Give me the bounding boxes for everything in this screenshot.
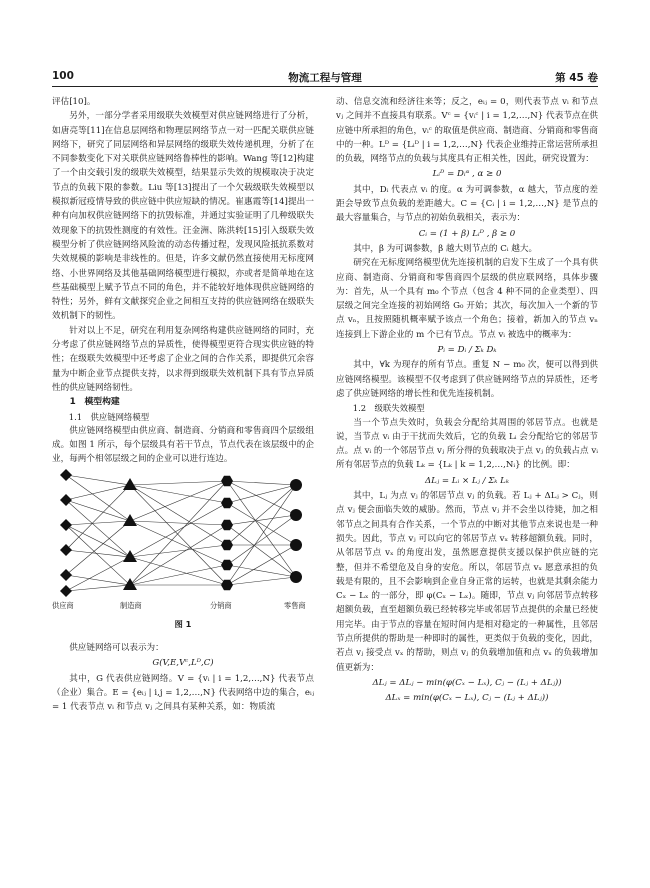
equation: Pᵢ = Dᵢ / Σₖ Dₖ [437,345,497,356]
network-edge [130,481,227,485]
network-edge [66,475,130,485]
paragraph: 针对以上不足，研究在利用复杂网络构建供应链网络的同时，充分考虑了供应链网络节点的异质性，使得模型更符合现实供应链的特性；在级联失效模型中还考虑了企业之间的合作关系，即提供冗余容量为中断企业节点提供支持，以求得到级联失效机制下具有节点异质性的供应链网络韧性。 [52,325,314,393]
supplier-node [60,469,72,481]
network-edge [130,521,227,525]
paragraph: 其中，∀k 为现存的所有节点。重复 N − m₀ 次，便可以得到供应链网络模型。该模型不仅考虑到了供应链网络节点的异质性，还考虑了供应链网络的增长性和优先连接机制。 [336,360,598,399]
paragraph: 动、信息交流和经济往来等；反之，eᵢⱼ = 0，则代表节点 vᵢ 和节点 vⱼ 之间并不直接具有联系。Vᶜ = {vᵢᶜ | i = 1,2,…,N} 代表节点在供应链中所承担的角色，vᵢᶜ 的取值是供应商、制造商、分销商和零售商中的一种。Lᴰ = {Lᵢᴰ | i = 1,2,…,N} 代表企业维持正常运营所承担的负载，网络节点的负载与其度具有正相关性，因此，研究设置为： [336,97,598,165]
layer-label-distributor: 分销商 [210,600,232,610]
subsection-heading: 1.1 供应链网络模型 [68,411,150,422]
supplier-node [60,585,72,597]
figure-layer-labels [52,599,314,611]
paragraph: 其中，G 代表供应链网络。V = {vᵢ | i = 1,2,…,N} 代表节点（企业）集合。E = {eᵢⱼ | i,j = 1,2,…,N} 代表网络中边的集合，eᵢⱼ = 1 代表节点 vᵢ 和节点 vⱼ 之间具有某种关系，如：物质流 [52,673,314,713]
header-rule [52,86,598,87]
section-heading: 1 模型构建 [69,397,120,408]
network-edge [66,521,130,575]
network-diagram [52,469,314,599]
network-edge [130,481,227,585]
network-edge [227,515,296,525]
supplier-node [60,569,72,581]
network-edge [130,565,227,585]
volume-label: 第 45 卷 [555,72,598,84]
distributor-node [221,560,233,570]
distributor-node [221,520,233,530]
manufacturer-node [123,550,137,562]
network-edge [227,481,296,485]
figure-caption: 图 1 [174,618,192,629]
equation: ΔLₓ = min(φ(Cₓ − Lₓ), Cⱼ − (Lⱼ + ΔLⱼ)) [385,693,549,704]
network-edge [227,515,296,565]
paragraph: 另外，一部分学者采用级联失效模型对供应链网络进行了分析，如唐亮等[11]在信息层网络和物理层网络节点一对一匹配关联供应链网络下，研究了同层网络和异层网络的级联失效传递机理，分析了在不同参数变化下对关联供应链网络鲁棒性的影响。Wang 等[12]构建了一个由交载引发的级联失效模型，结果显示失效的规模取决于决定节点的负载下限的参数。Liu 等[13]提出了一个欠载级联失效模型以模拟新冠疫情导致的供应链中供应短缺的情况。崔惠霞等[14]提出一种有向加权供应链网络下的抗毁标准，并通过实验证明了几种级联失效现象下的抗毁性测度的有效性。汪金洲、陈洪转[15]引入级联失效模型分析了供应链网络风险流的动态传播过程，发现风险抵抗系数对失效规模的影响是非线性的。但是，许多文献仍然直接使用无标度网络、小世界网络及其他基础网络模型进行模拟，亦或者是简单地在这些基础模型上赋予节点不同的角色，并不能较好地体现供应链网络的特性；另外，鲜有文献探究企业之间相互支持的供应链网络在级联失效机制下的韧性。 [52,111,314,322]
paragraph: 研究在无标度网络模型优先连接机制的启发下生成了一个具有供应商、制造商、分销商和零售商四个层级的供应联网络，具体步骤为：首先，从一个具有 m₀ 个节点（包含 4 种不同的企业类型）、四层级之间完全连接的初始网络 G₀ 开始；其次，每次加入一个新的节点 vₙ，且按照随机概率赋予该点一个角色；接着，新加入的节点 vₙ 连接到上下游企业的 m 个已有节点。节点 vᵢ 被选中的概率为： [336,258,598,340]
paragraph: 供应链网络模型由供应商、制造商、分销商和零售商四个层级组成。如图 1 所示，每个层级具有若干节点，节点代表在该层级中的企业，每两个相邻层级之间的企业可以进行连边。 [52,425,314,465]
retailer-node [290,509,302,521]
equation: Lᵢᴰ = Dᵢᵅ , α ≥ 0 [432,169,502,180]
layer-label-retailer: 零售商 [284,600,306,610]
supplier-node [60,494,72,506]
journal-title: 物流工程与管理 [288,72,362,84]
paragraph: 其中，Dᵢ 代表点 vᵢ 的度。α 为可调参数，α 越大，节点度的差距会导致节点负载的差距越大。C = {Cᵢ | i = 1,2,…,N} 是节点的最大容量集合，与节点的初始负载相关，表示为： [336,184,598,224]
retailer-node [290,571,302,583]
subsection-heading: 1.2 级联失效模型 [352,403,425,414]
equation: ΔLⱼ = ΔLⱼ − min(φ(Cₓ − Lₓ), Cⱼ − (Lⱼ + ΔLⱼ)) [372,677,562,688]
equation: ΔLⱼ = Lᵢ × Lⱼ / Σₖ Lₖ [424,475,510,486]
distributor-node [221,498,233,508]
network-edge [227,565,296,577]
retailer-node [290,479,302,491]
network-edge [227,503,296,545]
manufacturer-node [123,514,137,526]
left-column [52,95,314,715]
paragraph: 其中，β 为可调参数，β 越大则节点的 Cᵢ 越大。 [353,243,538,254]
network-edge [130,521,227,565]
layer-label-supplier: 供应商 [52,600,74,610]
layer-label-manufacturer: 制造商 [120,600,142,610]
equation: Cᵢ = (1 + β) Lᵢᴰ , β ≥ 0 [418,228,516,239]
right-column [336,95,598,706]
equation: G(V,E,Vᶜ,Lᴰ,C) [152,658,214,669]
distributor-node [221,580,233,590]
supply-chain-network-figure [52,469,314,599]
network-edge [227,481,296,577]
paragraph: 评估[10]。 [52,97,96,107]
network-edge [66,521,130,525]
distributor-node [221,476,233,486]
network-edge [66,550,130,557]
network-edge [130,503,227,557]
network-edge [66,525,130,585]
paragraph: 供应链网络可以表示为： [69,643,164,654]
network-edge [227,481,296,515]
network-edge [66,485,130,550]
network-edge [227,577,296,585]
network-edge [66,525,130,557]
page-number: 100 [52,70,74,82]
page-header [52,70,598,86]
paragraph: 当一个节点失效时，负载会分配给其周围的邻居节点。也就是说，当节点 vᵢ 由于干扰而失效后，它的负载 Lᵢ 会分配给它的邻居节点。点 vᵢ 的一个邻居节点 vⱼ 所分得的负载取决于点 vⱼ 的负载占点 vᵢ 所有邻居节点的负载 Lₖ = {Lₖ | k = 1,2,…,Nᵢ} 的比例。即： [336,417,598,471]
retailer-node [290,539,302,551]
network-edge [66,575,130,585]
network-edge [66,500,130,557]
paragraph: 其中，Lⱼ 为点 vⱼ 的邻居节点 vⱼ 的负载。若 Lⱼ + ΔLⱼ > Cⱼ，则点 vⱼ 便会面临失效的威胁。然而，节点 vⱼ 并不会坐以待毙，加之相邻节点之间具有合作关系，一个节点的中断对其他节点来说也是一种损失。因此，节点 vⱼ 可以向它的邻居节点 vₓ 转移超额负载。同时，从邻居节点 vₓ 的角度出发，虽然愿意提供支援以保护供应链的完整，但并不希望危及自身的安危。所以，邻居节点 vₓ 愿意承担的负载是有限的，且不会影响到企业自身正常的运转，也就是其剩余能力 Cₓ − Lₓ 的一部分，即 φ(Cₓ − Lₓ)。随即，节点 vⱼ 向邻居节点转移超额负载，直至超额负载已经转移完毕或邻居节点提供的余量已经使用完毕。由于节点的容量在短时间内是相对稳定的一种属性，且邻居节点所提供的帮助是一种即时的属性，更类似于负载的变化，因此，若点 vⱼ 接受点 vₓ 的帮助，则点 vⱼ 的负载增加值和点 vₓ 的负载增加值更新为： [336,491,598,673]
network-edge [130,557,227,585]
